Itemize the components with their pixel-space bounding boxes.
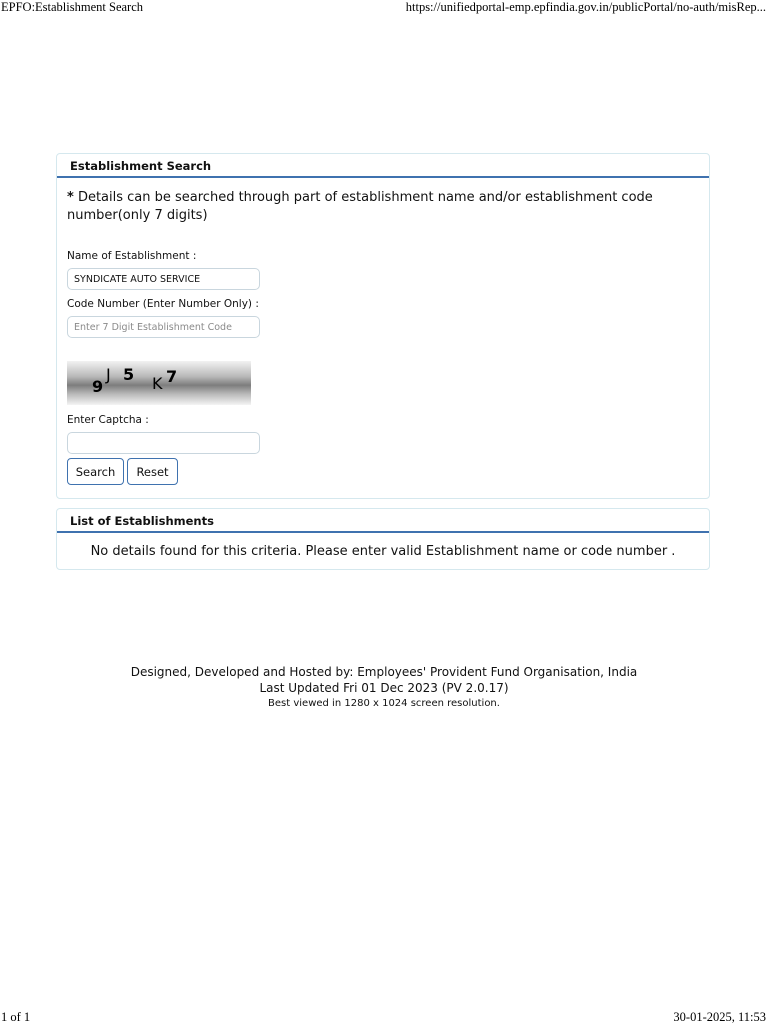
reset-button[interactable]: Reset (127, 458, 178, 485)
panel-heading: Establishment Search (57, 154, 709, 178)
code-number-input[interactable] (67, 316, 260, 338)
code-number-label: Code Number (Enter Number Only) : (67, 298, 259, 310)
no-results-message: No details found for this criteria. Please enter valid Establishment name or code number . (90, 544, 676, 559)
site-footer (0, 664, 768, 712)
print-datetime: 30-01-2025, 11:53 (673, 1010, 766, 1024)
required-star: * (67, 190, 74, 205)
captcha-char: J (106, 365, 111, 384)
panel-heading: List of Establishments (57, 509, 709, 533)
footer-last-updated: Last Updated Fri 01 Dec 2023 (PV 2.0.17) (259, 681, 509, 695)
establishment-list-panel (56, 508, 710, 570)
print-page-title: EPFO:Establishment Search (1, 0, 143, 14)
print-page-count: 1 of 1 (1, 1010, 31, 1024)
captcha-glyphs (67, 361, 251, 405)
captcha-char: 5 (123, 365, 135, 384)
search-button[interactable]: Search (67, 458, 124, 485)
captcha-char: 7 (166, 367, 178, 386)
establishment-name-input[interactable] (67, 268, 260, 290)
captcha-char: 9 (92, 377, 104, 396)
print-page-url: https://unifiedportal-emp.epfindia.gov.in/publicPortal/no-auth/misRep... (405, 0, 766, 14)
instructions-text: Details can be searched through part of establishment name and/or establishment code number(only 7 digits) (67, 190, 653, 223)
captcha-label: Enter Captcha : (67, 414, 149, 426)
footer-developed-by: Designed, Developed and Hosted by: Employees' Provident Fund Organisation, India (130, 665, 638, 679)
search-instructions (67, 189, 699, 225)
establishment-name-label: Name of Establishment : (67, 250, 197, 262)
print-header (0, 0, 768, 16)
captcha-image (67, 361, 251, 405)
captcha-input[interactable] (67, 432, 260, 454)
captcha-char: K (152, 374, 163, 393)
footer-best-viewed: Best viewed in 1280 x 1024 screen resolution. (268, 698, 500, 709)
establishment-search-panel (56, 153, 710, 499)
